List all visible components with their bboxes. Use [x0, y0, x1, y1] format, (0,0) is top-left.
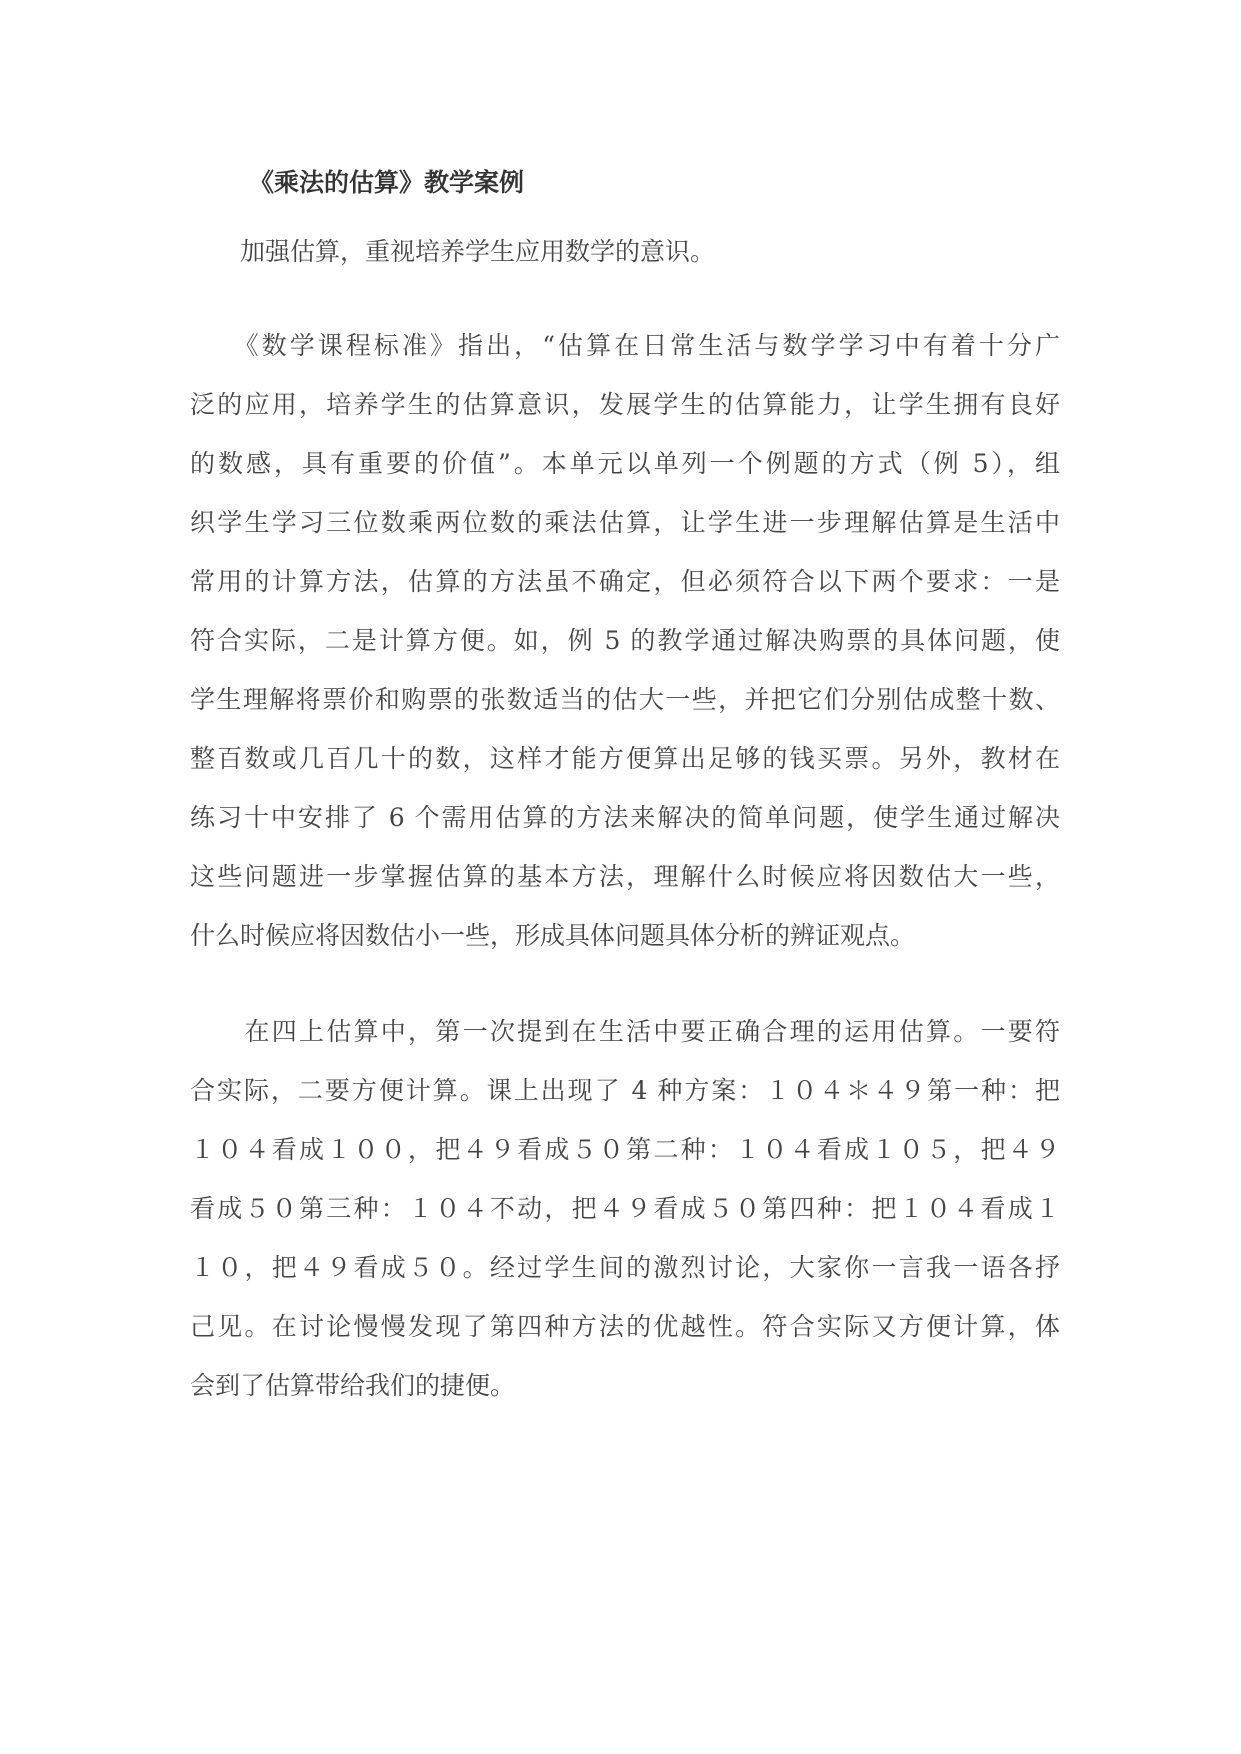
paragraph-line: １０４看成１００，把４９看成５０第二种：１０４看成１０５，把４９	[190, 1135, 1060, 1164]
document-title: 《乘法的估算》教学案例	[249, 168, 525, 197]
paragraph-line: 合实际，二要方便计算。课上出现了 4 种方案：１０４＊４９第一种：把	[190, 1076, 1060, 1105]
paragraph-line: 整百数或几百几十的数，这样才能方便算出足够的钱买票。另外，教材在	[190, 744, 1060, 773]
paragraph-line: 会到了估算带给我们的捷便。	[190, 1371, 516, 1400]
paragraph-line: 这些问题进一步掌握估算的基本方法，理解什么时候应将因数估大一些，	[190, 862, 1060, 891]
paragraph-line: 加强估算，重视培养学生应用数学的意识。	[190, 237, 716, 266]
paragraph-line: 织学生学习三位数乘两位数的乘法估算，让学生进一步理解估算是生活中	[190, 508, 1060, 537]
paragraph-line: 看成５０第三种：１０４不动，把４９看成５０第四种：把１０４看成１	[190, 1194, 1060, 1223]
paragraph-line: 《数学课程标准》指出，“估算在日常生活与数学学习中有着十分广	[190, 331, 1060, 360]
paragraph-line: １０，把４９看成５０。经过学生间的激烈讨论，大家你一言我一语各抒	[190, 1253, 1060, 1282]
paragraph-line: 符合实际，二是计算方便。如，例 5 的教学通过解决购票的具体问题，使	[190, 626, 1060, 655]
paragraph-line: 在四上估算中，第一次提到在生活中要正确合理的运用估算。一要符	[190, 1017, 1060, 1046]
paragraph-line: 的数感，具有重要的价值”。本单元以单列一个例题的方式（例 5），组	[190, 449, 1060, 478]
paragraph-line: 泛的应用，培养学生的估算意识，发展学生的估算能力，让学生拥有良好	[190, 390, 1060, 419]
paragraph-line: 学生理解将票价和购票的张数适当的估大一些，并把它们分别估成整十数、	[190, 685, 1060, 714]
paragraph-line: 常用的计算方法，估算的方法虽不确定，但必须符合以下两个要求：一是	[190, 567, 1060, 596]
paragraph-line: 什么时候应将因数估小一些，形成具体问题具体分析的辨证观点。	[190, 921, 916, 950]
paragraph-line: 练习十中安排了 6 个需用估算的方法来解决的简单问题，使学生通过解决	[190, 803, 1060, 832]
paragraph-line: 己见。在讨论慢慢发现了第四种方法的优越性。符合实际又方便计算，体	[190, 1312, 1060, 1341]
